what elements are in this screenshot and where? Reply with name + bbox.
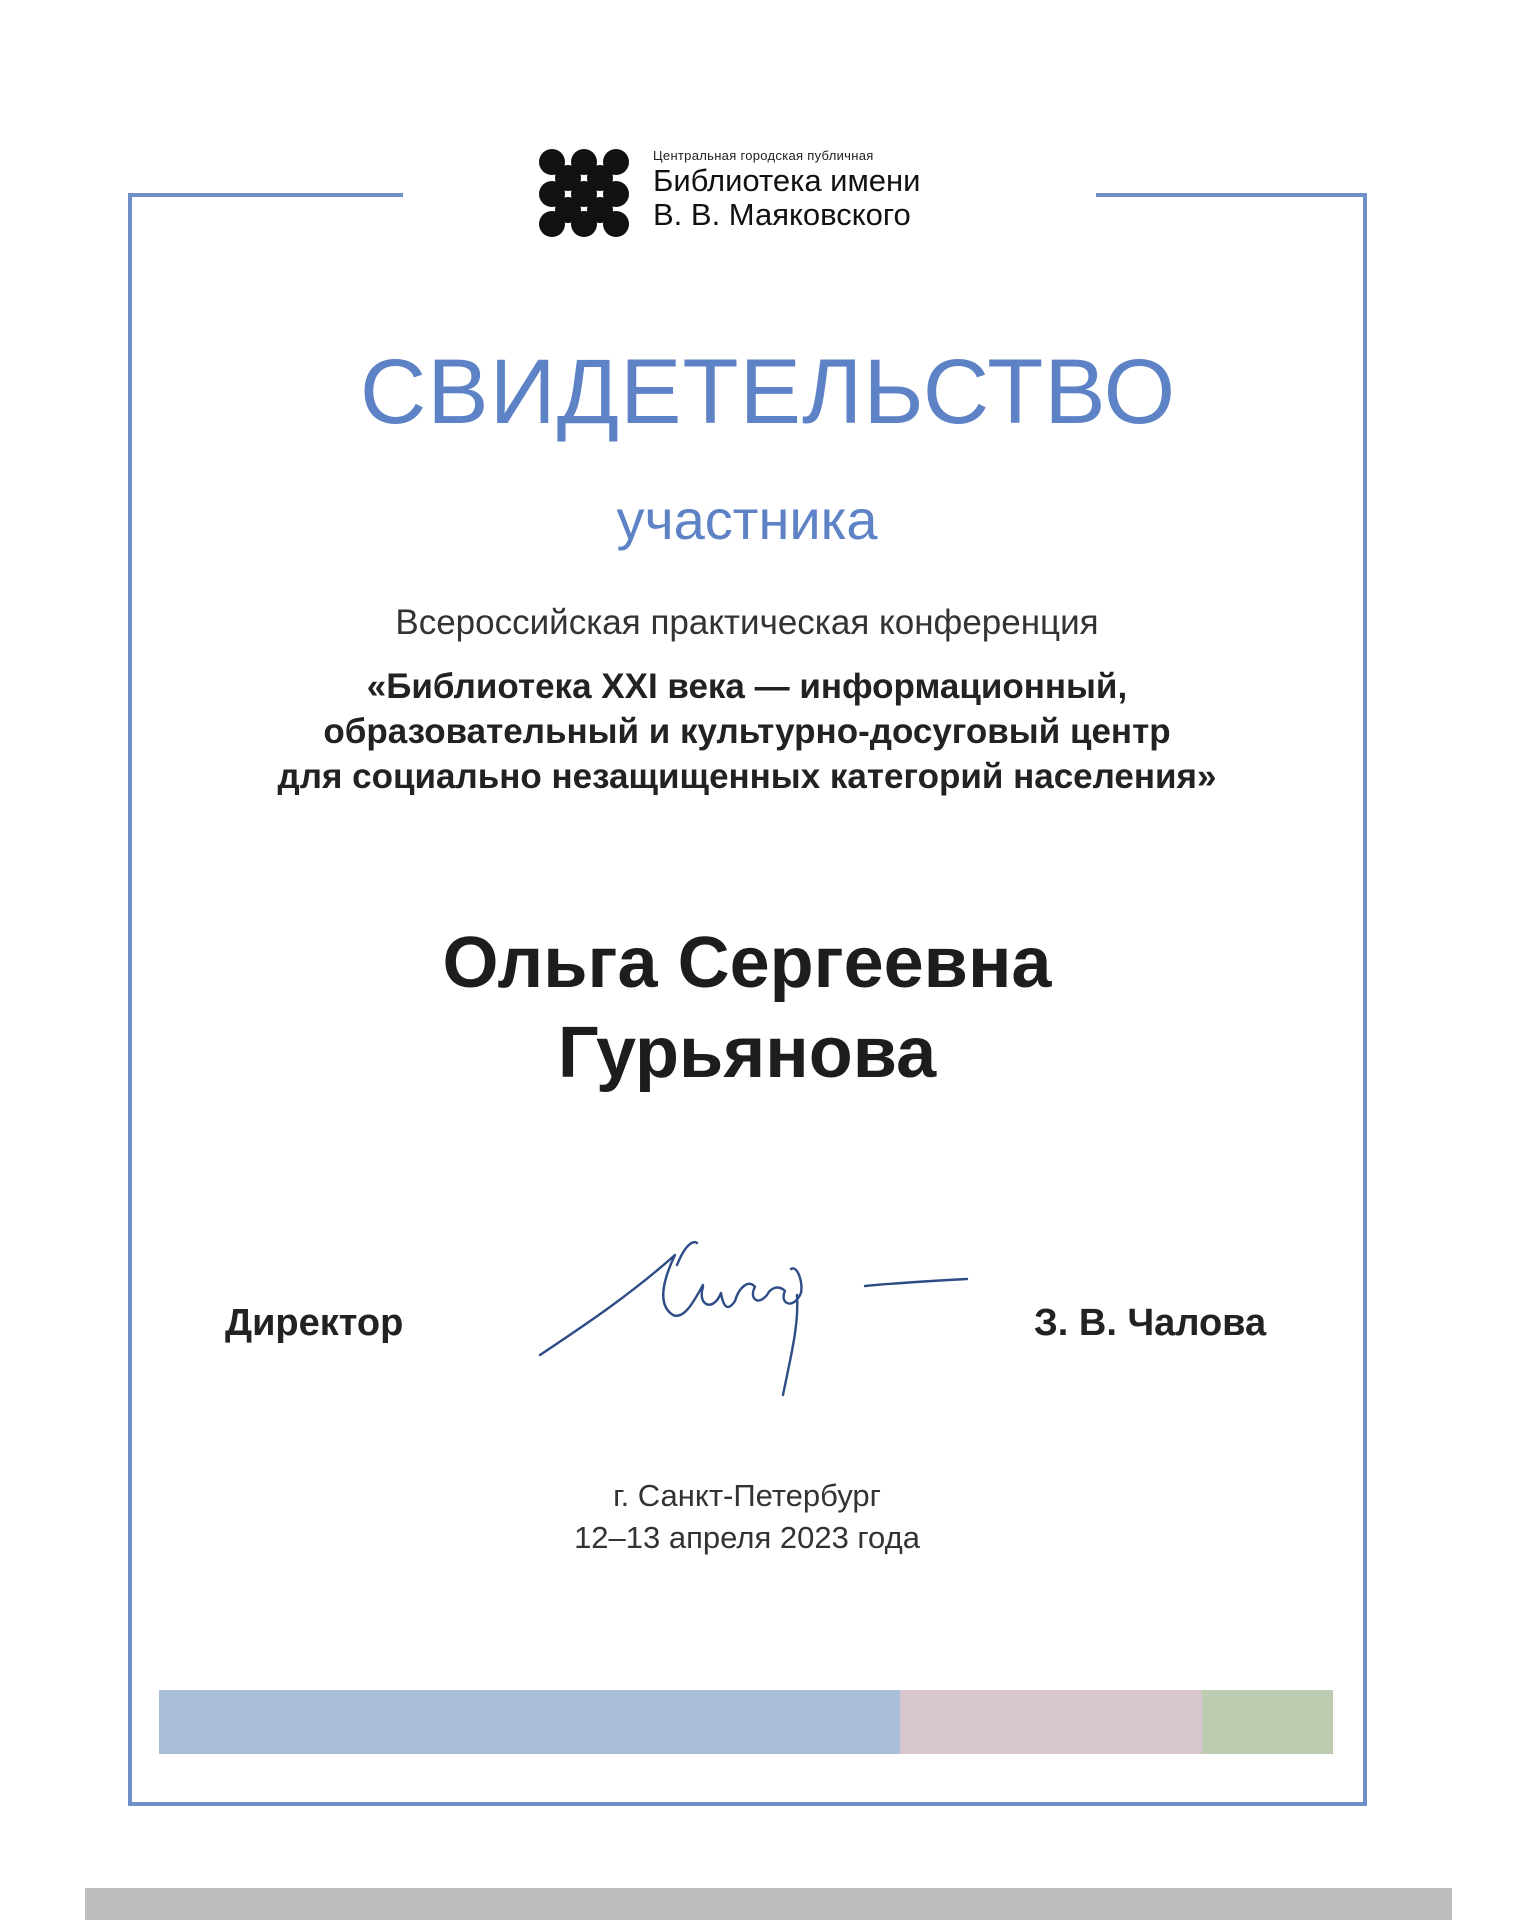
certificate-title: СВИДЕТЕЛЬСТВО: [359, 341, 1177, 443]
conference-name-line: для социально незащищенных категорий населения»: [277, 757, 1217, 796]
library-logo: [538, 148, 998, 238]
library-logo-line-1: Библиотека имени: [653, 163, 921, 198]
conference-name: [0, 664, 1494, 799]
recipient-name: [0, 918, 1494, 1098]
library-logo-line-2: В. В. Маяковского: [653, 197, 911, 232]
recipient-name-line-2: Гурьянова: [557, 1013, 937, 1093]
event-dates: 12–13 апреля 2023 года: [574, 1520, 920, 1555]
event-city: г. Санкт-Петербург: [613, 1478, 881, 1513]
recipient-name-line-1: Ольга Сергеевна: [442, 923, 1052, 1003]
signer-name: З. В. Чалова: [1034, 1302, 1267, 1344]
library-logo-text: [653, 148, 920, 232]
frame-top-right-segment: [1096, 193, 1367, 197]
frame-top-left-segment: [128, 193, 403, 197]
library-logo-icon: [538, 148, 630, 238]
certificate-subtitle: участника: [616, 488, 878, 551]
library-logo-small-line: Центральная городская публичная: [653, 148, 874, 163]
conference-name-line: «Библиотека XXI века — информационный,: [366, 667, 1128, 706]
handwritten-signature: [535, 1235, 975, 1405]
conference-type: Всероссийская практическая конференция: [395, 603, 1099, 642]
decorative-bar-green: [1202, 1690, 1333, 1754]
event-place-and-date: [0, 1475, 1494, 1559]
decorative-bar-blue: [159, 1690, 900, 1754]
decorative-bar-pink: [900, 1690, 1202, 1754]
signer-role: Директор: [225, 1302, 404, 1344]
page-bottom-strip: [85, 1888, 1452, 1920]
conference-name-line: образовательный и культурно-досуговый центр: [323, 712, 1171, 751]
